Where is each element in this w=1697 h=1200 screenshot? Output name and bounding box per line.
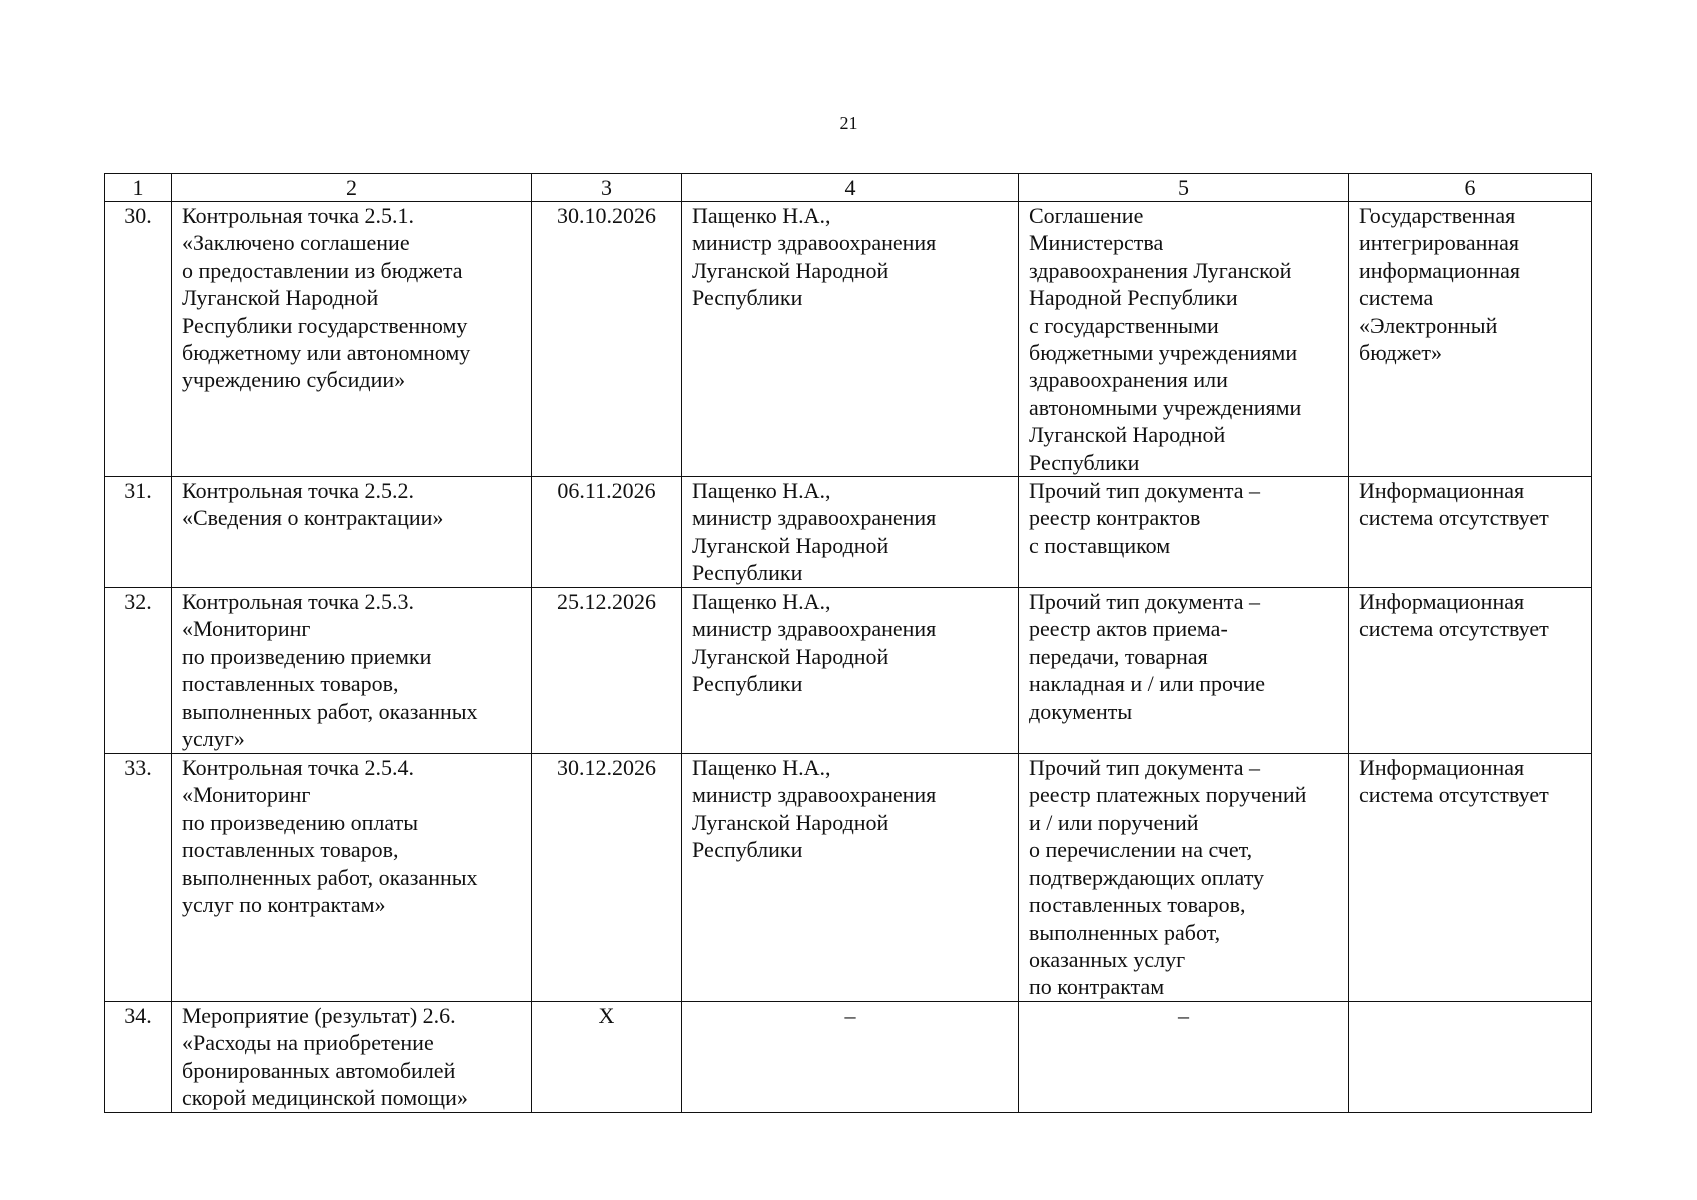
row-description: Контрольная точка 2.5.2. «Сведения о контрактации» bbox=[172, 477, 532, 588]
row-responsible: Пащенко Н.А., министр здравоохранения Луганской Народной Республики bbox=[682, 588, 1019, 754]
row-number: 33. bbox=[105, 754, 172, 1002]
column-header-1: 1 bbox=[105, 174, 172, 202]
control-points-table bbox=[104, 173, 1592, 1113]
row-document: Прочий тип документа – реестр контрактов с поставщиком bbox=[1019, 477, 1349, 588]
row-document: Прочий тип документа – реестр платежных поручений и / или поручений о перечислении на счет, подтверждающих оплату поставленных товаров, выполненных работ, оказанных услуг по контрактам bbox=[1019, 754, 1349, 1002]
row-description: Контрольная точка 2.5.4. «Мониторинг по произведению оплаты поставленных товаров, выполненных работ, оказанных услуг по контрактам» bbox=[172, 754, 532, 1002]
page-number: 21 bbox=[839, 113, 858, 133]
table-row bbox=[105, 477, 1592, 588]
row-date: 30.10.2026 bbox=[532, 202, 682, 477]
row-responsible: Пащенко Н.А., министр здравоохранения Луганской Народной Республики bbox=[682, 202, 1019, 477]
row-description: Мероприятие (результат) 2.6. «Расходы на приобретение бронированных автомобилей скорой медицинской помощи» bbox=[172, 1002, 532, 1113]
row-number: 31. bbox=[105, 477, 172, 588]
row-information-system bbox=[1349, 1002, 1592, 1113]
row-date: 25.12.2026 bbox=[532, 588, 682, 754]
row-responsible: – bbox=[682, 1002, 1019, 1113]
table-row bbox=[105, 754, 1592, 1002]
row-number: 30. bbox=[105, 202, 172, 477]
row-responsible: Пащенко Н.А., министр здравоохранения Луганской Народной Республики bbox=[682, 754, 1019, 1002]
row-date: 06.11.2026 bbox=[532, 477, 682, 588]
row-information-system: Информационная система отсутствует bbox=[1349, 754, 1592, 1002]
column-header-2: 2 bbox=[172, 174, 532, 202]
column-header-3: 3 bbox=[532, 174, 682, 202]
row-information-system: Государственная интегрированная информационная система «Электронный бюджет» bbox=[1349, 202, 1592, 477]
row-document: Прочий тип документа – реестр актов приема- передачи, товарная накладная и / или прочие документы bbox=[1019, 588, 1349, 754]
row-date: 30.12.2026 bbox=[532, 754, 682, 1002]
row-date: Х bbox=[532, 1002, 682, 1113]
row-responsible: Пащенко Н.А., министр здравоохранения Луганской Народной Республики bbox=[682, 477, 1019, 588]
column-header-5: 5 bbox=[1019, 174, 1349, 202]
table-row bbox=[105, 588, 1592, 754]
row-document: Соглашение Министерства здравоохранения Луганской Народной Республики с государственными бюджетными учреждениями здравоохранения или автономными учреждениями Луганской Народной Республики bbox=[1019, 202, 1349, 477]
table-row bbox=[105, 1002, 1592, 1113]
column-header-6: 6 bbox=[1349, 174, 1592, 202]
row-number: 34. bbox=[105, 1002, 172, 1113]
table-row bbox=[105, 202, 1592, 477]
row-information-system: Информационная система отсутствует bbox=[1349, 588, 1592, 754]
header-row bbox=[105, 174, 1592, 202]
column-header-4: 4 bbox=[682, 174, 1019, 202]
row-number: 32. bbox=[105, 588, 172, 754]
row-description: Контрольная точка 2.5.3. «Мониторинг по произведению приемки поставленных товаров, выполненных работ, оказанных услуг» bbox=[172, 588, 532, 754]
row-information-system: Информационная система отсутствует bbox=[1349, 477, 1592, 588]
row-description: Контрольная точка 2.5.1. «Заключено соглашение о предоставлении из бюджета Луганской Народной Республики государственному бюджетному или автономному учреждению субсидии» bbox=[172, 202, 532, 477]
row-document: – bbox=[1019, 1002, 1349, 1113]
